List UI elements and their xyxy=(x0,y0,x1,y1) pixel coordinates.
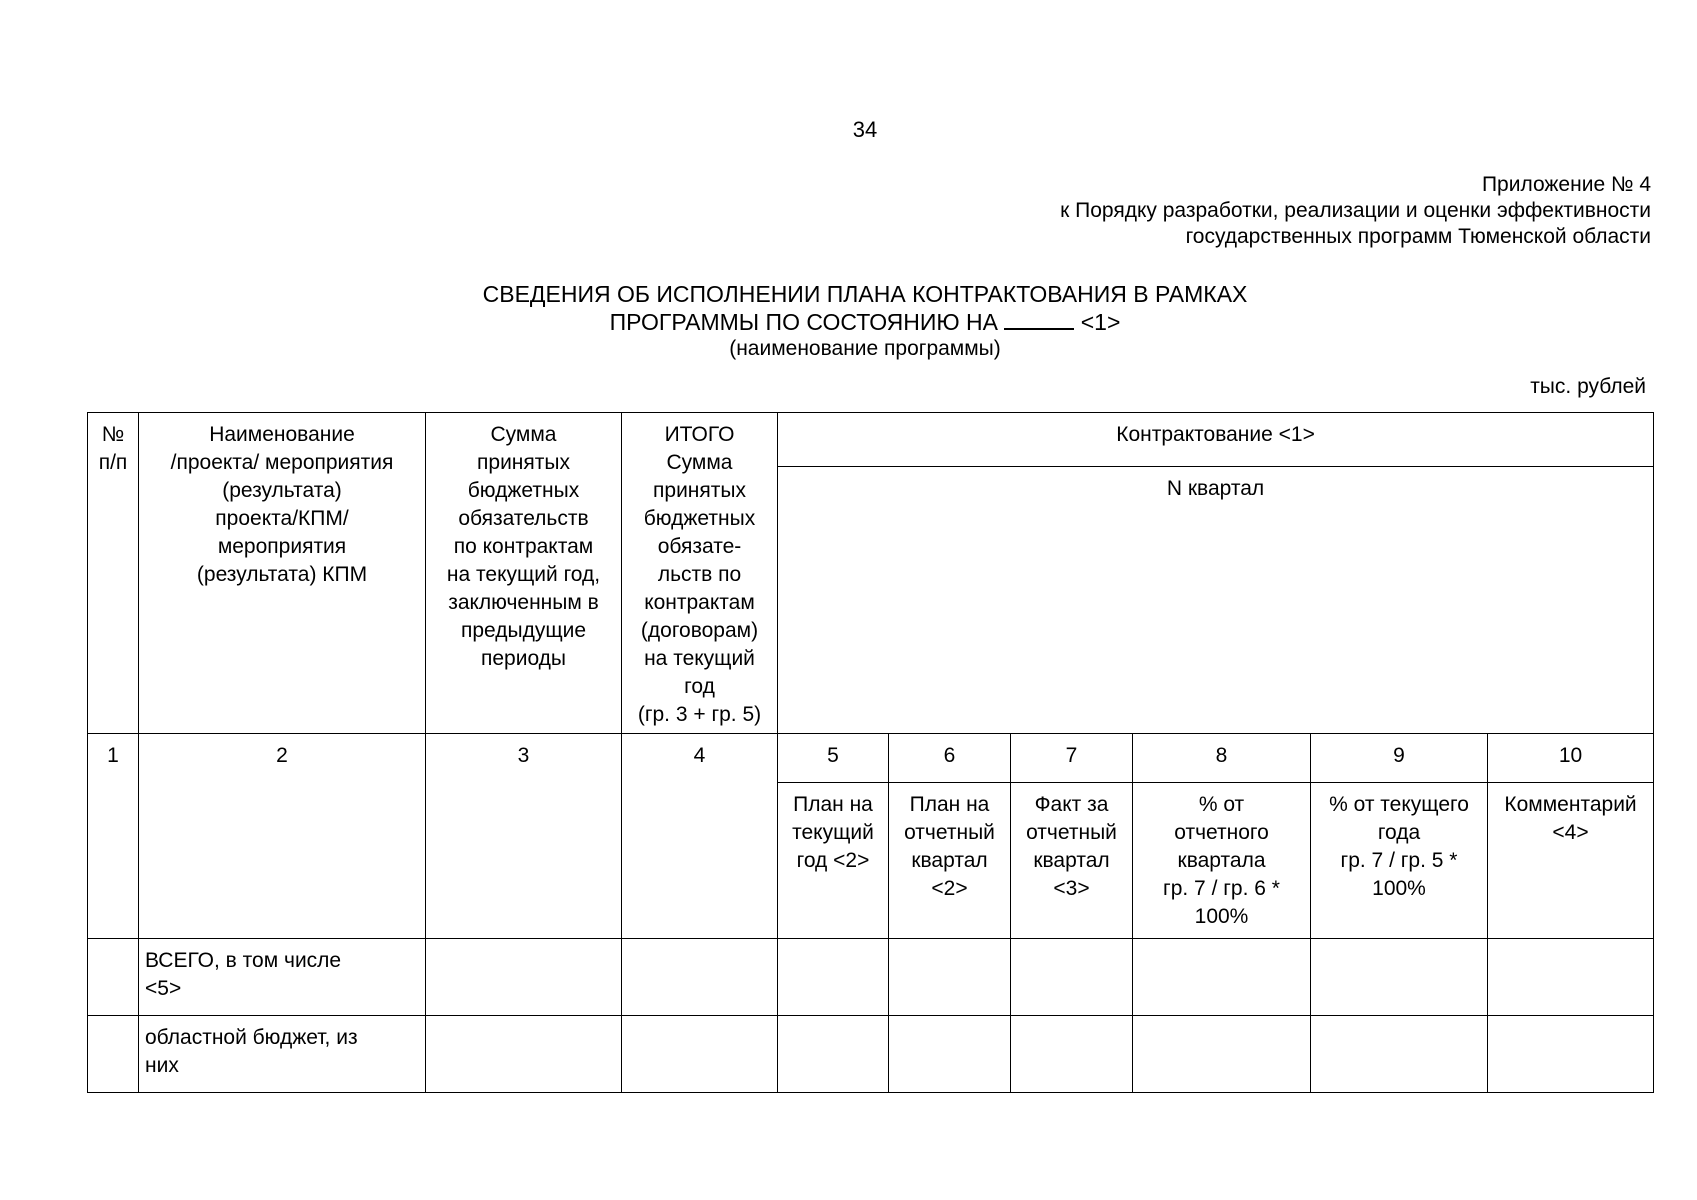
column-number: 6 xyxy=(889,734,1011,783)
column-number-row xyxy=(88,734,1654,783)
header-quarter: N квартал xyxy=(778,466,1654,733)
sub-header-plan-year: План на текущий год <2> xyxy=(778,783,889,939)
table-cell xyxy=(88,1016,139,1093)
sub-header-fact-quarter: Факт за отчетный квартал <3> xyxy=(1011,783,1133,939)
table-cell xyxy=(1311,1016,1488,1093)
column-number: 2 xyxy=(139,734,426,939)
table-cell xyxy=(88,939,139,1016)
table-cell xyxy=(1311,939,1488,1016)
table-row-total xyxy=(88,939,1654,1016)
table-cell xyxy=(1011,939,1133,1016)
date-blank xyxy=(1004,308,1074,330)
table-cell xyxy=(778,939,889,1016)
table-cell xyxy=(1133,1016,1311,1093)
program-name-caption: (наименование программы) xyxy=(729,337,1001,360)
sub-header-pct-quarter: % от отчетного квартала гр. 7 / гр. 6 * 100% xyxy=(1133,783,1311,939)
title-line-2-prefix: ПРОГРАММЫ ПО СОСТОЯНИЮ НА xyxy=(609,309,998,335)
column-number: 7 xyxy=(1011,734,1133,783)
table-cell xyxy=(889,1016,1011,1093)
header-number: № п/п xyxy=(88,413,139,734)
header-name: Наименование /проекта/ мероприятия (результата) проекта/КПМ/ мероприятия (результата) КПМ xyxy=(139,413,426,734)
appendix-line-2: к Порядку разработки, реализации и оценки эффективности xyxy=(1060,199,1651,222)
header-total-obligations: ИТОГО Сумма принятых бюджетных обязате- льств по контрактам (договорам) на текущий год (гр. 3 + гр. 5) xyxy=(622,413,778,734)
appendix-line-1: Приложение № 4 xyxy=(1481,173,1651,196)
table-cell xyxy=(778,1016,889,1093)
header-contracting: Контрактование <1> xyxy=(778,413,1654,467)
appendix-note xyxy=(1060,172,1651,250)
title-line-1: СВЕДЕНИЯ ОБ ИСПОЛНЕНИИ ПЛАНА КОНТРАКТОВАНИЯ В РАМКАХ xyxy=(482,281,1248,307)
page-number: 34 xyxy=(852,117,878,142)
table-cell xyxy=(1011,1016,1133,1093)
table-cell xyxy=(889,939,1011,1016)
table-cell xyxy=(622,939,778,1016)
column-number: 10 xyxy=(1488,734,1654,783)
table-cell xyxy=(426,939,622,1016)
sub-header-pct-year: % от текущего года гр. 7 / гр. 5 * 100% xyxy=(1311,783,1488,939)
row-label-regional-budget: областной бюджет, из них xyxy=(139,1016,426,1093)
title-line-2 xyxy=(0,308,1697,336)
row-label-total: ВСЕГО, в том числе <5> xyxy=(139,939,426,1016)
table-cell xyxy=(622,1016,778,1093)
header-prior-obligations: Сумма принятых бюджетных обязательств по контрактам на текущий год, заключенным в предыдущие периоды xyxy=(426,413,622,734)
table-cell xyxy=(1488,1016,1654,1093)
column-number: 9 xyxy=(1311,734,1488,783)
title-line-2-suffix: <1> xyxy=(1080,309,1121,335)
header-row-1 xyxy=(88,413,1654,467)
column-number: 1 xyxy=(88,734,139,939)
table-cell xyxy=(1133,939,1311,1016)
appendix-line-3: государственных программ Тюменской области xyxy=(1185,225,1651,248)
table-row-regional-budget xyxy=(88,1016,1654,1093)
document-title xyxy=(0,280,1697,336)
units-label: тыс. рублей xyxy=(1530,375,1646,398)
column-number: 4 xyxy=(622,734,778,939)
column-number: 5 xyxy=(778,734,889,783)
column-number: 8 xyxy=(1133,734,1311,783)
table-cell xyxy=(426,1016,622,1093)
sub-header-plan-quarter: План на отчетный квартал <2> xyxy=(889,783,1011,939)
table-cell xyxy=(1488,939,1654,1016)
sub-header-comment: Комментарий <4> xyxy=(1488,783,1654,939)
contracting-table xyxy=(87,412,1654,1093)
column-number: 3 xyxy=(426,734,622,939)
